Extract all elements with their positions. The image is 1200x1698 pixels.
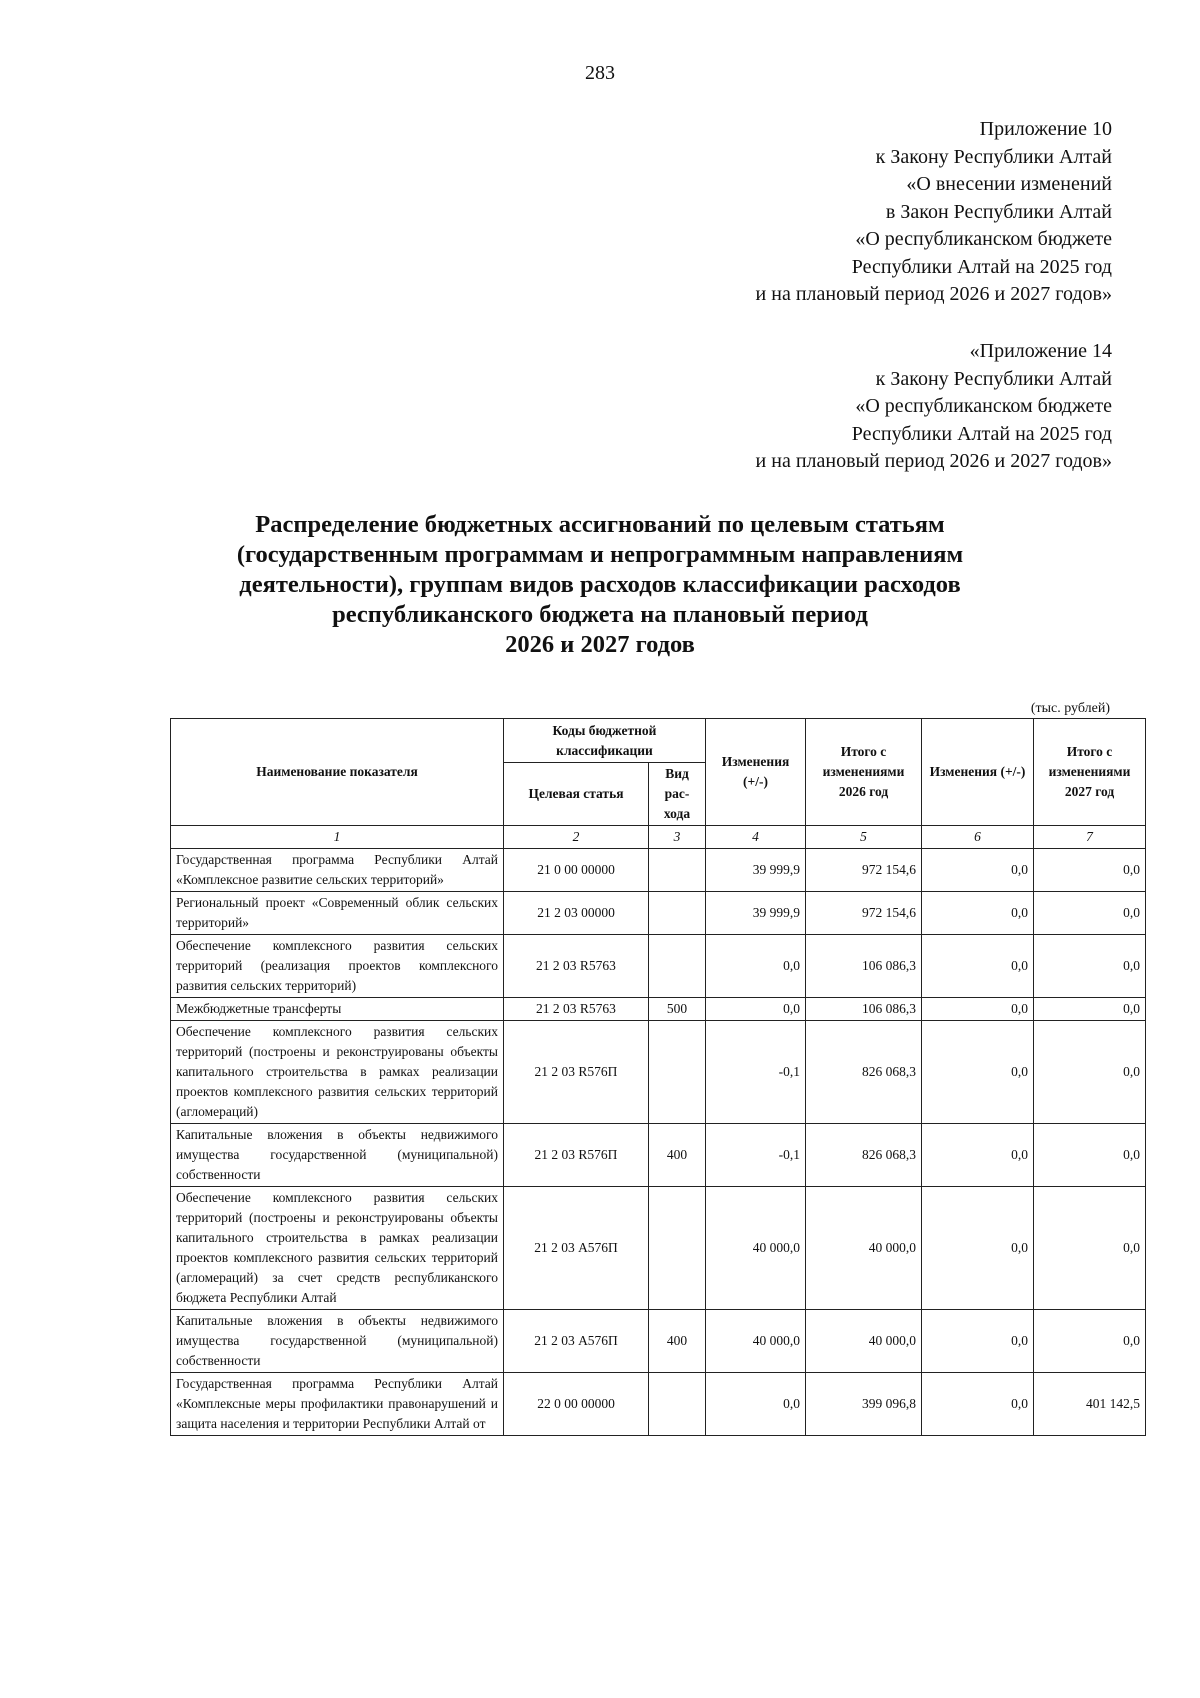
row-total-2026: 972 154,6 (806, 849, 922, 892)
row-expense-type (649, 935, 706, 998)
row-total-2026: 972 154,6 (806, 892, 922, 935)
row-name: Обеспечение комплексного развития сельских территорий (реализация проектов комплексного развития сельских территорий) (171, 935, 504, 998)
row-target-article: 21 2 03 R576П (504, 1021, 649, 1124)
title-line: 2026 и 2027 годов (505, 631, 695, 658)
budget-table (170, 718, 1146, 1436)
row-changes-2026: 40 000,0 (706, 1187, 806, 1310)
row-changes-2027: 0,0 (922, 998, 1034, 1021)
row-changes-2026: 40 000,0 (706, 1310, 806, 1373)
appendix-line: в Закон Республики Алтай (885, 200, 1112, 223)
row-name: Обеспечение комплексного развития сельских территорий (построены и реконструированы объекты капитального строительства в рамках реализации проектов комплексного развития сельских территорий (агломераций) (171, 1021, 504, 1124)
document-title (150, 510, 1050, 660)
row-total-2027: 0,0 (1034, 1310, 1146, 1373)
row-changes-2026: 39 999,9 (706, 849, 806, 892)
row-total-2026: 826 068,3 (806, 1124, 922, 1187)
column-number-row (171, 826, 1146, 849)
row-total-2027: 0,0 (1034, 1021, 1146, 1124)
row-total-2027: 0,0 (1034, 998, 1146, 1021)
row-total-2026: 40 000,0 (806, 1187, 922, 1310)
appendix-line: и на плановый период 2026 и 2027 годов» (755, 283, 1112, 305)
table-row (171, 849, 1146, 892)
row-target-article: 21 2 03 R5763 (504, 998, 649, 1021)
row-total-2026: 106 086,3 (806, 935, 922, 998)
header-codes-group: Коды бюджетной классификации (504, 719, 706, 763)
appendix-line: и на плановый период 2026 и 2027 годов» (755, 450, 1112, 472)
appendix-line: Приложение 10 (979, 118, 1112, 140)
table-row (171, 1124, 1146, 1187)
column-number: 4 (706, 826, 806, 849)
row-name: Государственная программа Республики Алтай «Комплексное развитие сельских территорий» (171, 849, 504, 892)
table-row (171, 1310, 1146, 1373)
column-number: 2 (504, 826, 649, 849)
header-expense-type: Вид рас-хода (649, 763, 706, 826)
table-row (171, 892, 1146, 935)
row-name: Капитальные вложения в объекты недвижимого имущества государственной (муниципальной) собственности (171, 1310, 504, 1373)
header-total-2026: Итого с изменениями 2026 год (806, 719, 922, 826)
row-changes-2027: 0,0 (922, 1124, 1034, 1187)
row-target-article: 21 2 03 А576П (504, 1187, 649, 1310)
row-total-2027: 0,0 (1034, 849, 1146, 892)
row-changes-2027: 0,0 (922, 1373, 1034, 1436)
row-expense-type (649, 1021, 706, 1124)
row-expense-type (649, 892, 706, 935)
header-changes-2026: Изменения (+/-) (706, 719, 806, 826)
header-total-2027: Итого с изменениями 2027 год (1034, 719, 1146, 826)
row-expense-type: 400 (649, 1124, 706, 1187)
row-expense-type (649, 849, 706, 892)
row-name: Капитальные вложения в объекты недвижимого имущества государственной (муниципальной) собственности (171, 1124, 504, 1187)
column-number: 6 (922, 826, 1034, 849)
table-row (171, 1021, 1146, 1124)
row-total-2027: 401 142,5 (1034, 1373, 1146, 1436)
title-line: республиканского бюджета на плановый период (332, 601, 868, 628)
column-number: 7 (1034, 826, 1146, 849)
appendix-block-2 (756, 338, 1112, 476)
row-changes-2027: 0,0 (922, 1310, 1034, 1373)
header-target-article: Целевая статья (504, 763, 649, 826)
row-changes-2026: 39 999,9 (706, 892, 806, 935)
column-number: 5 (806, 826, 922, 849)
appendix-line: «О республиканском бюджете (855, 395, 1112, 417)
appendix-line: к Закону Республики Алтай (875, 145, 1112, 168)
row-changes-2027: 0,0 (922, 1187, 1034, 1310)
row-changes-2027: 0,0 (922, 935, 1034, 998)
row-name: Межбюджетные трансферты (171, 998, 504, 1021)
row-target-article: 21 0 00 00000 (504, 849, 649, 892)
header-name: Наименование показателя (171, 719, 504, 826)
appendix-line: «О внесении изменений (906, 173, 1112, 195)
table-row (171, 1187, 1146, 1310)
table-row (171, 998, 1146, 1021)
appendix-line: к Закону Республики Алтай (875, 367, 1112, 390)
row-changes-2027: 0,0 (922, 1021, 1034, 1124)
appendix-line: Республики Алтай на 2025 год (851, 255, 1112, 278)
row-expense-type (649, 1187, 706, 1310)
column-number: 1 (171, 826, 504, 849)
column-number: 3 (649, 826, 706, 849)
appendix-line: «Приложение 14 (969, 340, 1112, 362)
row-target-article: 22 0 00 00000 (504, 1373, 649, 1436)
row-name: Государственная программа Республики Алтай «Комплексные меры профилактики правонарушений и защита населения и территории Республики Алтай от (171, 1373, 504, 1436)
row-expense-type: 400 (649, 1310, 706, 1373)
row-changes-2026: 0,0 (706, 1373, 806, 1436)
units-label: (тыс. рублей) (1030, 701, 1110, 716)
row-changes-2027: 0,0 (922, 849, 1034, 892)
table-row (171, 1373, 1146, 1436)
row-total-2026: 399 096,8 (806, 1373, 922, 1436)
row-expense-type: 500 (649, 998, 706, 1021)
title-line: (государственным программам и непрограммным направлениям (236, 541, 964, 568)
row-name: Обеспечение комплексного развития сельских территорий (построены и реконструированы объекты капитального строительства в рамках реализации проектов комплексного развития сельских территорий (агломераций) за счет средств республиканского бюджета Республики Алтай (171, 1187, 504, 1310)
row-changes-2026: 0,0 (706, 998, 806, 1021)
row-target-article: 21 2 03 А576П (504, 1310, 649, 1373)
row-changes-2026: 0,0 (706, 935, 806, 998)
row-changes-2026: -0,1 (706, 1124, 806, 1187)
header-changes-2027: Изменения (+/-) (922, 719, 1034, 826)
row-total-2026: 826 068,3 (806, 1021, 922, 1124)
row-name: Региональный проект «Современный облик сельских территорий» (171, 892, 504, 935)
row-target-article: 21 2 03 R5763 (504, 935, 649, 998)
page-number: 283 (585, 62, 615, 84)
row-total-2027: 0,0 (1034, 892, 1146, 935)
row-total-2026: 40 000,0 (806, 1310, 922, 1373)
appendix-line: Республики Алтай на 2025 год (851, 422, 1112, 445)
row-target-article: 21 2 03 00000 (504, 892, 649, 935)
row-changes-2026: -0,1 (706, 1021, 806, 1124)
row-total-2027: 0,0 (1034, 1187, 1146, 1310)
row-target-article: 21 2 03 R576П (504, 1124, 649, 1187)
row-total-2026: 106 086,3 (806, 998, 922, 1021)
title-line: Распределение бюджетных ассигнований по целевым статьям (255, 511, 945, 538)
title-line: деятельности), группам видов расходов классификации расходов (239, 571, 961, 598)
row-expense-type (649, 1373, 706, 1436)
table-row (171, 935, 1146, 998)
row-total-2027: 0,0 (1034, 1124, 1146, 1187)
row-total-2027: 0,0 (1034, 935, 1146, 998)
appendix-block-1 (756, 116, 1112, 309)
appendix-line: «О республиканском бюджете (855, 228, 1112, 250)
row-changes-2027: 0,0 (922, 892, 1034, 935)
